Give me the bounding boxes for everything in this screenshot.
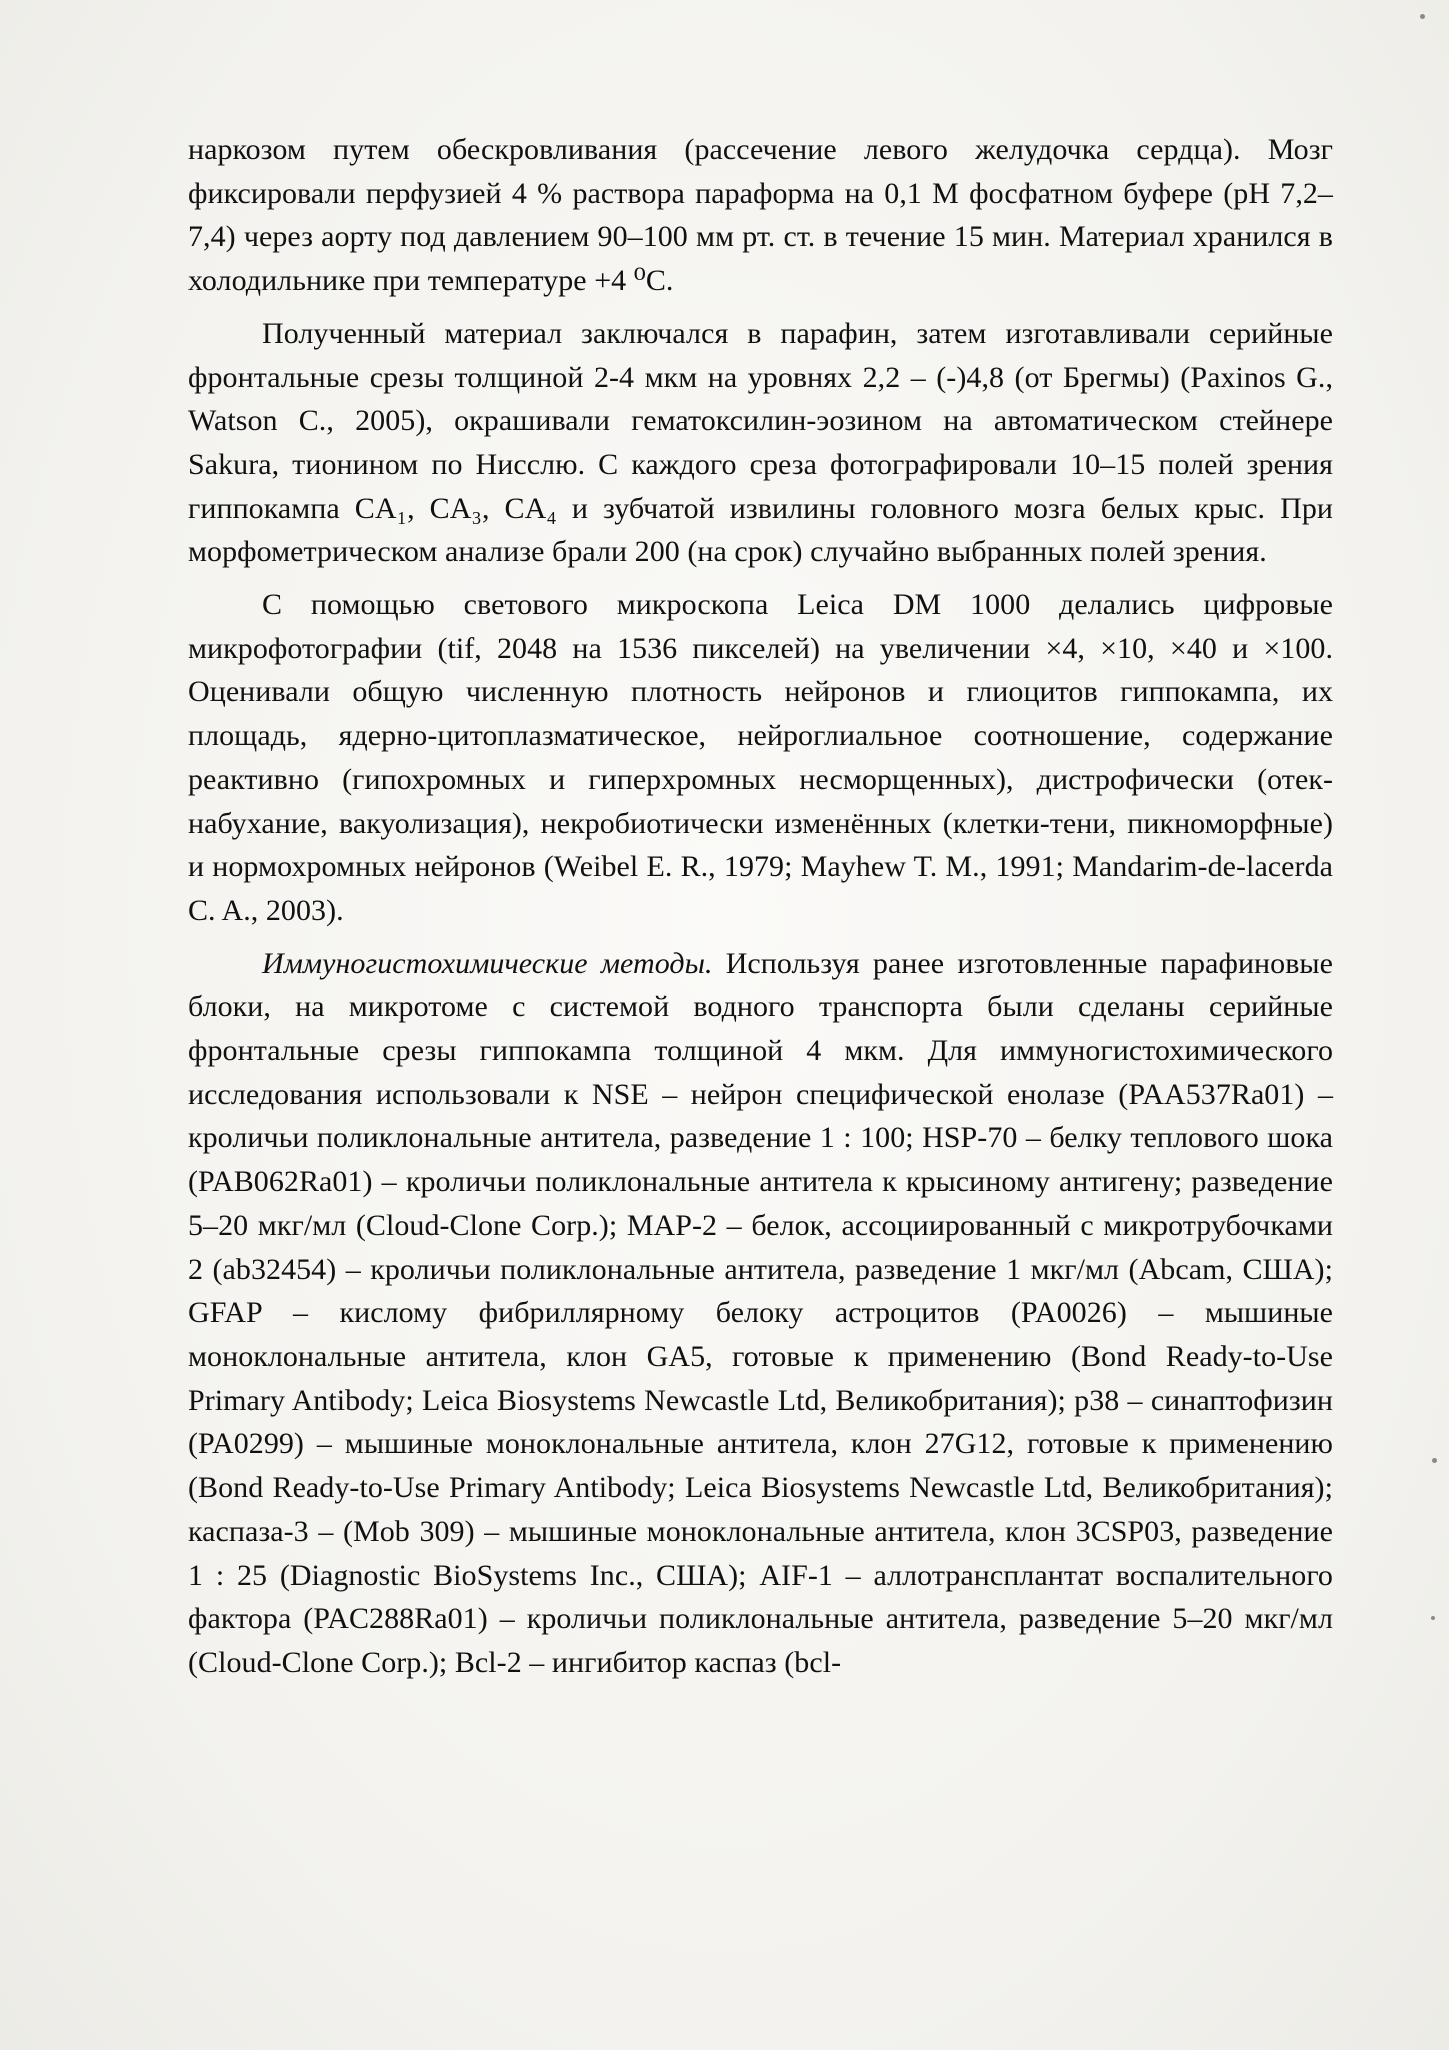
document-body: [188, 128, 1333, 1685]
italic-section-lead: Иммуногистохимические методы.: [262, 946, 713, 980]
paragraph-microscopy: С помощью светового микроскопа Leica DM 1000 делались цифровые микрофотографии (tif, 2048 на 1536 пикселей) на увеличении ×4, ×10, ×40 и ×100. Оценивали общую численную плотность нейронов и глиоцитов гиппокампа, их площадь, ядерно-цитоплазматическое, нейроглиальное соотношение, содержание реактивно (гипохромных и гиперхромных несморщенных), дистрофически (отек-набухание, вакуолизация), некробиотически изменённых (клетки-тени, пикноморфные) и нормохромных нейронов (Weibel E. R., 1979; Mayhew T. M., 1991; Mandarim-de-lacerda C. A., 2003).: [188, 588, 1333, 927]
scan-speck: [1431, 1616, 1435, 1620]
scan-speck: [1420, 14, 1425, 19]
paragraph-fixation: наркозом путем обескровливания (рассечение левого желудочка сердца). Мозг фиксировали перфузией 4 % раствора параформа на 0,1 М фосфатном буфере (pH 7,2–7,4) через аорту под давлением 90–100 мм рт. ст. в течение 15 мин. Материал хранился в холодильнике при температуре +4 ⁰С.: [188, 133, 1333, 298]
scan-speck: [1432, 1458, 1437, 1463]
paragraph-sectioning: Полученный материал заключался в парафин, затем изготавливали серийные фронтальные срезы толщиной 2-4 мкм на уровнях 2,2 – (-)4,8 (от Брегмы) (Paxinos G., Watson C., 2005), окрашивали гематоксилин-эозином на автоматическом стейнере Sakura, тионином по Нисслю. С каждого среза фотографировали 10–15 полей зрения гиппокампа CA₁, CA₃, CA₄ и зубчатой извилины головного мозга белых крыс. При морфометрическом анализе брали 200 (на срок) случайно выбранных полей зрения.: [188, 316, 1333, 569]
paragraph-immunohistochemistry: [188, 942, 1333, 1685]
paragraph-immunohistochemistry-text: Используя ранее изготовленные парафиновые блоки, на микротоме с системой водного транспорта были сделаны серийные фронтальные срезы гиппокампа толщиной 4 мкм. Для иммуногистохимического исследования использовали к NSE – нейрон специфической енолазе (PAA537Ra01) – кроличьи поликлональные антитела, разведение 1 : 100; HSP-70 – белку теплового шока (PAB062Ra01) – кроличьи поликлональные антитела к крысиному антигену; разведение 5–20 мкг/мл (Cloud-Clone Corp.); MAP-2 – белок, ассоциированный с микротрубочками 2 (ab32454) – кроличьи поликлональные антитела, разведение 1 мкг/мл (Abcam, США); GFAP – кислому фибриллярному белоку астроцитов (PA0026) – мышиные моноклональные антитела, клон GA5, готовые к применению (Bond Ready-to-Use Primary Antibody; Leica Biosystems Newcastle Ltd, Великобритания); p38 – синаптофизин (PA0299) – мышиные моноклональные антитела, клон 27G12, готовые к применению (Bond Ready-to-Use Primary Antibody; Leica Biosystems Newcastle Ltd, Великобритания); каспаза-3 – (Mob 309) – мышиные моноклональные антитела, клон 3CSP03, разведение 1 : 25 (Diagnostic BioSystems Inc., США); AIF-1 – аллотрансплантат воспалительного фактора (PAC288Ra01) – кроличьи поликлональные антитела, разведение 5–20 мкг/мл (Cloud-Clone Corp.); Bcl-2 – ингибитор каспаз (bcl-: [188, 946, 1333, 1679]
